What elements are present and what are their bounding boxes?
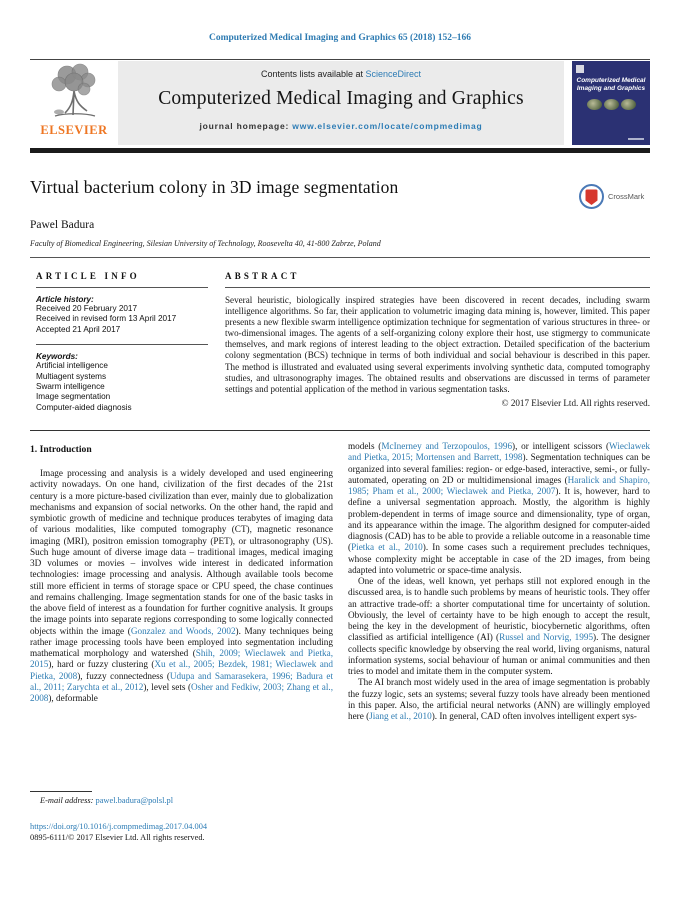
crossmark-label: CrossMark xyxy=(608,192,645,201)
issn-copyright-line: 0895-6111/© 2017 Elsevier Ltd. All rights reserved. xyxy=(30,832,205,842)
text-run: One of the ideas, well known, yet perhaps still not explored enough in the discussed area, is to handle such problems by means of heuristic tools. They offer an attractive trade-off: a shorter computational time for uncertainty of solution. Obviously, the level of certainty have to be high enough to accept the result, being the key in the development of heuristic, biocybernetic algorithms, often classified as artificial intelligence (AI) ( xyxy=(348,576,650,643)
keyword-item: Multiagent systems xyxy=(36,371,107,381)
text-run: ), level sets ( xyxy=(143,681,192,692)
homepage-prefix: journal homepage: xyxy=(199,121,293,131)
doi-link[interactable]: https://doi.org/10.1016/j.compmedimag.2017.04.004 xyxy=(30,822,208,831)
article-title: Virtual bacterium colony in 3D image segmentation xyxy=(30,177,399,197)
author-email-link[interactable]: pawel.badura@polsl.pl xyxy=(95,796,174,805)
citation-link[interactable]: Pietka et al., 2010 xyxy=(351,542,423,553)
citation-link[interactable]: Wieclawek and Pietka, 2015; Mortensen and Barrett, 1998 xyxy=(348,441,650,463)
crossmark-icon xyxy=(578,183,605,210)
citation-link[interactable]: McInerney and Terzopoulos, 1996 xyxy=(381,441,513,451)
text-run: ). Segmentation techniques can be organized into several families: region- or edge-based, interactive, semi-, or fully-automated, operating on 2D or multidimensional images ( xyxy=(348,452,650,485)
text-run: ). In general, CAD often involves intelligent expert sys- xyxy=(431,711,637,721)
article-info-header: ARTICLE INFO xyxy=(36,271,140,281)
author-affiliation: Faculty of Biomedical Engineering, Silesian University of Technology, Roosevelta 40, 41-800 Zabrze, Poland xyxy=(30,239,381,248)
cover-journal-title: Computerized Medical Imaging and Graphics xyxy=(576,77,646,92)
email-label: E-mail address: xyxy=(40,796,96,805)
email-line xyxy=(30,796,333,805)
text-run: ), hard or fuzzy clustering ( xyxy=(48,659,155,670)
meta-section xyxy=(30,263,650,413)
crossmark-badge[interactable] xyxy=(578,183,653,210)
text-run: ). Many techniques being rather image processing tools have been employed into segmentation including mathematical morphology and watershed ( xyxy=(30,625,333,658)
journal-masthead xyxy=(118,61,564,145)
abstract-header: ABSTRACT xyxy=(225,271,300,281)
history-item: Received in revised form 13 April 2017 xyxy=(36,314,177,324)
cover-footer-bar xyxy=(628,138,644,141)
divider xyxy=(225,287,650,288)
elsevier-logo[interactable] xyxy=(30,61,118,145)
elsevier-tree-icon xyxy=(47,61,101,125)
contents-line xyxy=(118,69,564,79)
citation-link[interactable]: Osher and Fedkiw, 2003; Zhang et al., 2008 xyxy=(30,681,333,703)
contents-prefix: Contents lists available at xyxy=(260,69,366,79)
body-top-divider xyxy=(30,430,650,431)
brain-image-icon xyxy=(587,99,602,110)
text-run: ), fuzzy connectedness ( xyxy=(77,670,170,681)
title-block xyxy=(30,177,590,198)
section-heading-introduction: 1. Introduction xyxy=(30,444,92,455)
text-run: ). In some cases such a requirement precludes techniques, whose complexity might be acceptable in case of the 2D images, from being adapted into volumetric or space-time analysis. xyxy=(348,542,650,575)
history-item: Received 20 February 2017 xyxy=(36,304,138,313)
citation-link[interactable]: Udupa and Samarasekera, 1996; Badura et al., 2011; Zarychta et al., 2012 xyxy=(30,670,333,692)
text-run: The AI branch most widely used in the area of image segmentation is probably the fuzzy logic, sets an systems; several fuzzy tools have already been mentioned in this paper. Also, the artificial neural networks (ANN) are willingly employed here ( xyxy=(348,677,650,721)
footnote-block xyxy=(30,791,333,805)
journal-banner-row xyxy=(30,61,650,145)
abstract-text: Several heuristic, biologically inspired strategies have been discovered in recent decades, including swarm intelligence algorithms. So far, their application to volumetric imaging data mining is, however, limited. This paper presents a new flexible swarm intelligence optimization technique for segmentation of various structures in three- or two-dimensional images. The agents of a self-organizing colony explore their host, use stigmergy to communicate themselves, and mark regions of interest leading to the object extraction. Detailed specification of the bacterium colony segmentation (BCS) technique in terms of both individual and social behaviour is described in this paper. The method is illustrated and evaluated using several experiments involving synthetic data, computed tomography studies, and ultrasonography images. The obtained results and observations are discussed in terms of parameter settings and potential application of the method in various segmentation tasks. xyxy=(225,295,650,394)
abstract-column xyxy=(225,263,650,413)
brain-image-icon xyxy=(604,99,619,110)
text-run: models ( xyxy=(348,441,382,451)
citation-link[interactable]: Haralick and Shapiro, 1985; Pham et al., 2000; Wieclawek and Pietka, 2007 xyxy=(348,474,650,496)
citation-link[interactable]: Gonzalez and Woods, 2002 xyxy=(130,625,236,636)
citation-link[interactable]: Xu et al., 2005; Bezdek, 1981; Wieclawek and Pietka, 2008 xyxy=(30,659,333,681)
history-item: Accepted 21 April 2017 xyxy=(36,324,121,334)
body-right-column xyxy=(348,441,650,722)
cover-publisher-mark xyxy=(576,65,584,73)
body-paragraph xyxy=(30,468,333,704)
divider xyxy=(36,344,208,345)
text-run: ), or intelligent scissors ( xyxy=(512,441,610,451)
journal-homepage-link[interactable]: www.elsevier.com/locate/compmedimag xyxy=(292,121,483,131)
citation-link[interactable]: Russel and Norvig, 1995 xyxy=(499,632,594,643)
text-run: Image processing and analysis is a widely developed and used engineering activity nowadays. On one hand, civilization of the first decades of the 21st century is a more picture-based civilization than ever, mainly due to globalization mechanisms and expansion of social networks. On the other hand, the rapid and symbiotic growth of medicine and technique produces terabytes of imaging data of various modalities, like computed tomography (CT), magnetic resonance imaging (MRI), positron emission tomography (PET), or ultrasonography (US). Such huge amount of diverse image data – traditional images, medical imaging 3D volumes or movies – involves wide interest in dedicated information technologies: image processing and analysis. Although available tools become still more efficient in terms of storage space or CPU speed, the chase continues and remains challenging. Image segmentation stands for one of the basic tasks in the above field of interest as a foundation for further cognitive analysis. It groups the image points into separate regions corresponding to some logically connected objects within the image ( xyxy=(30,468,333,636)
citation-link[interactable]: Shih, 2009; Wieclawek and Pietka, 2015 xyxy=(30,648,333,670)
abstract-copyright: © 2017 Elsevier Ltd. All rights reserved. xyxy=(501,397,650,408)
running-head-citation: Computerized Medical Imaging and Graphics 65 (2018) 152–166 xyxy=(208,33,472,43)
journal-cover-thumbnail[interactable] xyxy=(572,61,650,145)
citation-link[interactable]: Jiang et al., 2010 xyxy=(369,711,432,721)
footer-identifiers xyxy=(30,822,350,843)
keyword-item: Swarm intelligence xyxy=(36,382,105,392)
text-run: ). The designer collects specific knowledge by observing the real world, living organisms, natural information systems, social behaviour of human or animal communities and then tries to model and imitate them in the computer system. xyxy=(348,632,650,676)
body-paragraph xyxy=(348,677,650,722)
article-info-column xyxy=(30,263,208,413)
journal-title: Computerized Medical Imaging and Graphics xyxy=(158,88,524,109)
body-left-column xyxy=(30,441,333,704)
keywords-label: Keywords: xyxy=(36,352,78,362)
brain-image-icon xyxy=(621,99,636,110)
keyword-item: Artificial intelligence xyxy=(36,361,108,371)
top-divider xyxy=(30,59,650,60)
body-paragraph xyxy=(348,576,650,677)
keyword-item: Computer-aided diagnosis xyxy=(36,402,132,412)
author-name: Pawel Badura xyxy=(30,219,95,231)
cover-brain-images xyxy=(575,99,647,110)
footnote-divider xyxy=(30,791,92,792)
article-history-label: Article history: xyxy=(36,295,94,304)
homepage-line xyxy=(118,121,564,131)
text-run: ), deformable xyxy=(48,693,98,703)
keyword-item: Image segmentation xyxy=(36,392,111,402)
sciencedirect-link[interactable]: ScienceDirect xyxy=(365,69,422,79)
text-run: ). It is, however, hard to define a universal segmentation approach. Mostly, the algorithm is highly problem-dependent in terms of image source and dimensionality, type of organ, and its appearance within the image. The algorithm designed for computer-aided diagnosis (CAD) has to be able to provide a reliable outcome in a reasonable time ( xyxy=(348,486,650,553)
meta-top-divider xyxy=(30,257,650,258)
elsevier-wordmark: ELSEVIER xyxy=(40,123,108,137)
body-paragraph xyxy=(348,441,650,576)
masthead-divider xyxy=(30,148,650,153)
divider xyxy=(36,287,208,288)
